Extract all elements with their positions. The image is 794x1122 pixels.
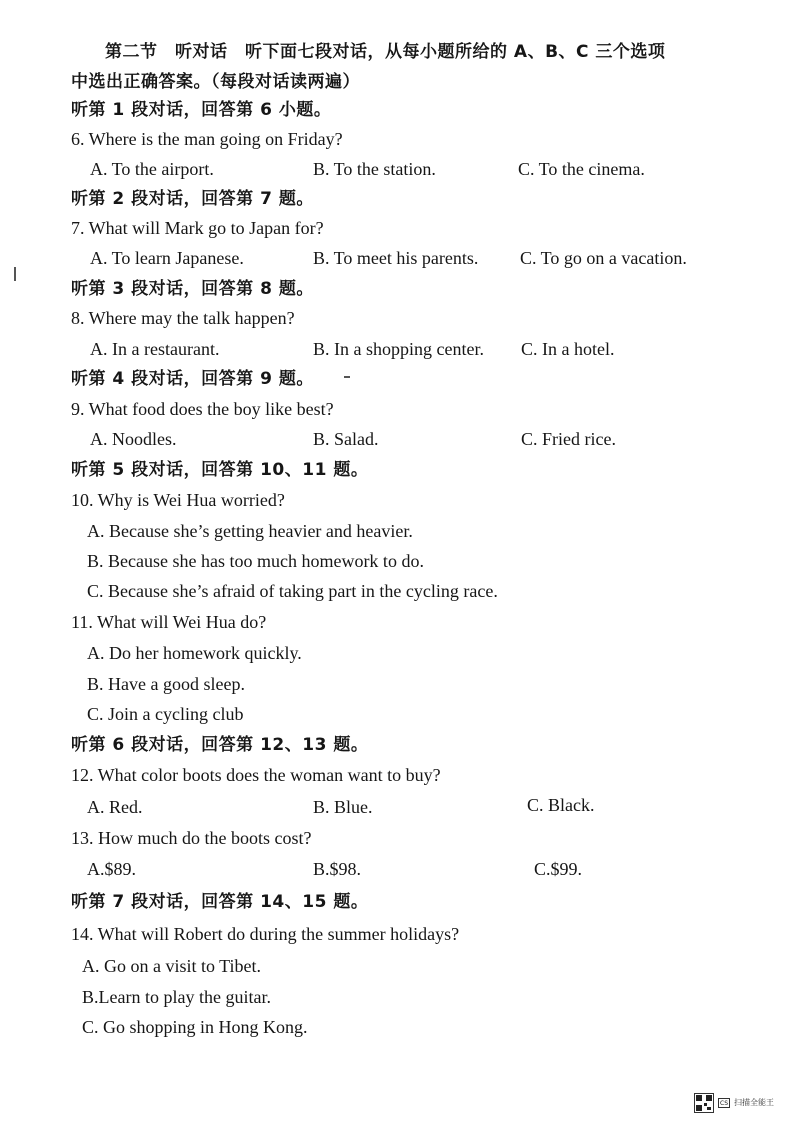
section-intro-line1: 第二节 听对话 听下面七段对话，从每小题所给的 A、B、C 三个选项 [105, 42, 666, 62]
dialogue-6-instruction: 听第 6 段对话，回答第 12、13 题。 [71, 735, 369, 755]
section-intro-line2: 中选出正确答案。（每段对话读两遍） [71, 72, 360, 92]
question-6: 6. Where is the man going on Friday? [71, 129, 343, 149]
dialogue-1-instruction: 听第 1 段对话，回答第 6 小题。 [71, 100, 332, 120]
question-9-option-a: A. Noodles. [90, 429, 177, 449]
question-10-option-c: C. Because she’s afraid of taking part in the cycling race. [87, 581, 498, 601]
scanner-watermark [694, 1093, 774, 1113]
question-6-option-b: B. To the station. [313, 159, 436, 179]
question-13-option-a: A.$89. [87, 859, 136, 879]
question-9-option-b: B. Salad. [313, 429, 379, 449]
question-12: 12. What color boots does the woman want to buy? [71, 765, 441, 785]
question-13-option-b: B.$98. [313, 859, 362, 879]
question-14: 14. What will Robert do during the summer holidays? [71, 924, 460, 944]
dialogue-4-instruction: 听第 4 段对话，回答第 9 题。 [71, 369, 314, 389]
question-13: 13. How much do the boots cost? [71, 828, 312, 848]
qr-code-icon [694, 1093, 714, 1113]
scanner-brand: 扫描全能王 [734, 1098, 774, 1107]
question-6-option-c: C. To the cinema. [518, 159, 645, 179]
scanner-logo-icon: CS [720, 1099, 728, 1107]
question-11-option-c: C. Join a cycling club [87, 704, 244, 724]
question-10: 10. Why is Wei Hua worried? [71, 490, 285, 510]
question-7: 7. What will Mark go to Japan for? [71, 218, 324, 238]
question-11: 11. What will Wei Hua do? [71, 612, 267, 632]
question-14-option-a: A. Go on a visit to Tibet. [82, 956, 262, 976]
question-12-option-b: B. Blue. [313, 797, 373, 817]
question-7-option-c: C. To go on a vacation. [520, 248, 687, 268]
question-8-option-a: A. In a restaurant. [90, 339, 220, 359]
question-14-option-c: C. Go shopping in Hong Kong. [82, 1017, 308, 1037]
dialogue-2-instruction: 听第 2 段对话，回答第 7 题。 [71, 189, 314, 209]
question-11-option-a: A. Do her homework quickly. [87, 643, 302, 663]
scan-mark [14, 267, 16, 281]
question-8-option-c: C. In a hotel. [521, 339, 615, 359]
question-13-option-c: C.$99. [534, 859, 583, 879]
question-14-option-b: B.Learn to play the guitar. [82, 987, 271, 1007]
dialogue-7-instruction: 听第 7 段对话，回答第 14、15 题。 [71, 892, 369, 912]
question-12-option-c: C. Black. [527, 795, 595, 815]
question-12-option-a: A. Red. [87, 797, 143, 817]
question-11-option-b: B. Have a good sleep. [87, 674, 245, 694]
dialogue-3-instruction: 听第 3 段对话，回答第 8 题。 [71, 279, 314, 299]
question-7-option-a: A. To learn Japanese. [90, 248, 244, 268]
question-6-option-a: A. To the airport. [90, 159, 214, 179]
question-9-option-c: C. Fried rice. [521, 429, 616, 449]
scan-mark [344, 376, 350, 378]
dialogue-5-instruction: 听第 5 段对话，回答第 10、11 题。 [71, 460, 369, 480]
question-9: 9. What food does the boy like best? [71, 399, 334, 419]
question-10-option-b: B. Because she has too much homework to do. [87, 551, 424, 571]
question-8-option-b: B. In a shopping center. [313, 339, 484, 359]
question-10-option-a: A. Because she’s getting heavier and heavier. [87, 521, 413, 541]
question-7-option-b: B. To meet his parents. [313, 248, 479, 268]
question-8: 8. Where may the talk happen? [71, 308, 295, 328]
